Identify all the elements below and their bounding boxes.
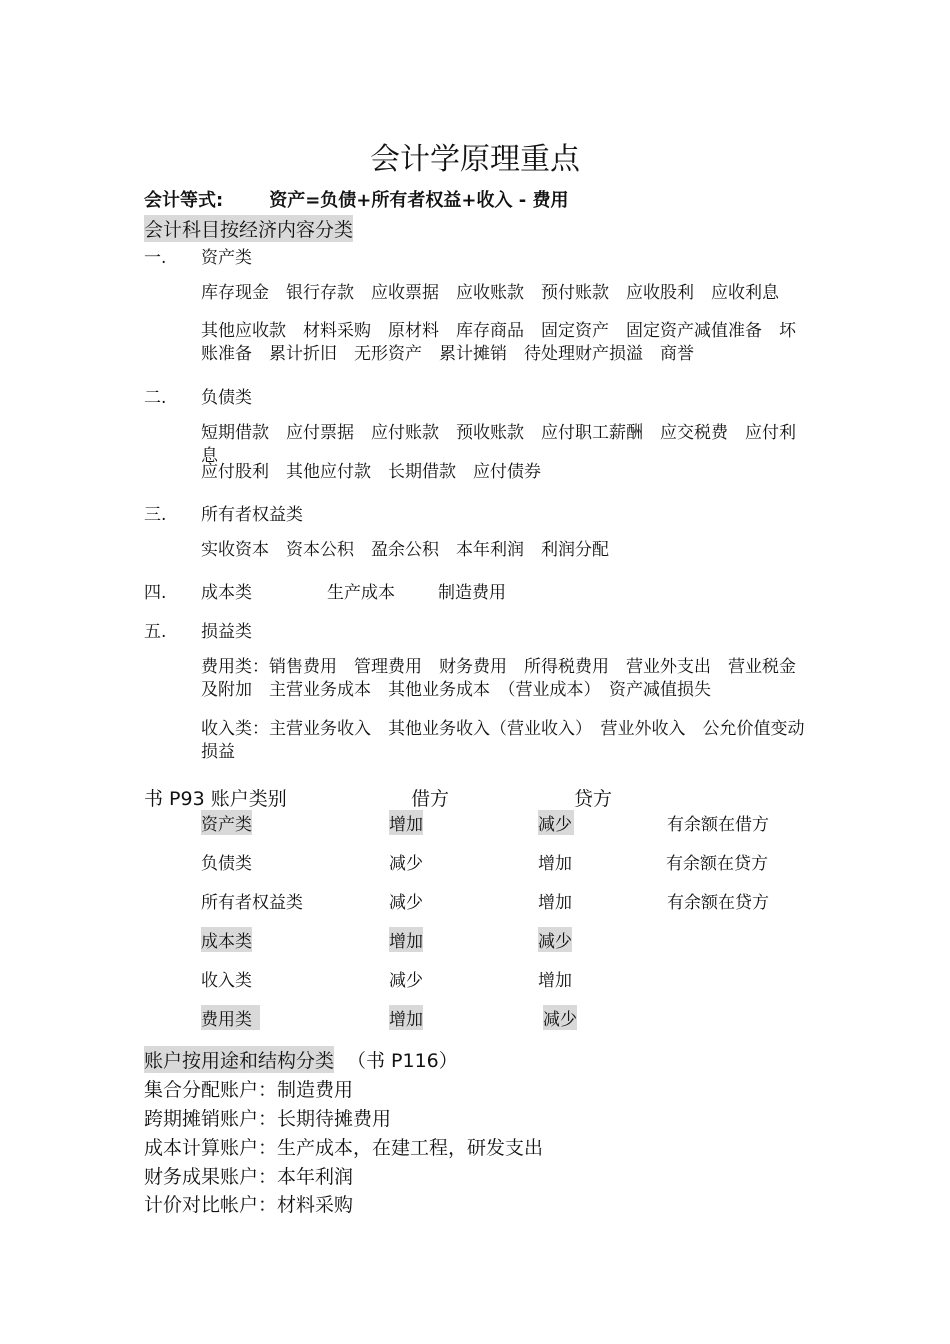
table-cell-category: 所有者权益类: [201, 893, 303, 913]
section-line: 实收资本 资本公积 盈余公积 本年利润 利润分配: [201, 540, 609, 560]
table-cell-credit: 增加: [538, 971, 572, 991]
section-line: 短期借款 应付票据 应付账款 预收账款 应付职工薪酬 应交税费 应付利息: [201, 423, 796, 466]
table-cell-category: 资产类: [201, 810, 252, 835]
section-name: 损益类: [201, 622, 252, 642]
table-cell-balance: 有余额在借方: [667, 815, 769, 835]
table-cell-debit: 减少: [389, 893, 423, 913]
table-header-category: 书 P93 账户类别: [144, 788, 287, 810]
section-item: 生产成本: [327, 583, 395, 603]
section-number: 二.: [144, 388, 167, 408]
table-cell-balance: 有余额在贷方: [666, 854, 768, 874]
table-cell-balance: 有余额在贷方: [667, 893, 769, 913]
section-line: 收入类：主营业务收入 其他业务收入（营业收入） 营业外收入 公允价值变动损益: [201, 719, 805, 762]
table-cell-credit: 增加: [538, 893, 572, 913]
table-cell-debit: 增加: [389, 810, 423, 835]
usage-item-label: 计价对比帐户：: [144, 1194, 278, 1216]
table-cell-credit: 减少: [543, 1005, 577, 1030]
table-cell-debit: 减少: [389, 971, 423, 991]
usage-item-value: 长期待摊费用: [277, 1108, 392, 1130]
usage-item-label: 跨期摊销账户：: [144, 1108, 278, 1130]
table-cell-credit: 减少: [538, 810, 574, 835]
section-number: 一.: [144, 248, 167, 268]
section-name: 资产类: [201, 248, 252, 268]
table-cell-debit: 增加: [389, 1005, 423, 1030]
table-cell-credit: 减少: [538, 927, 572, 952]
usage-item: [144, 1162, 353, 1189]
table-header-credit: 贷方: [574, 788, 613, 810]
section-line: 库存现金 银行存款 应收票据 应收账款 预付账款 应收股利 应收利息: [201, 283, 779, 303]
section-line: 费用类：销售费用 管理费用 财务费用 所得税费用 营业外支出 营业税金及附加 主营业务成本 其他业务成本 （营业成本） 资产减值损失: [201, 657, 796, 700]
page-title: 会计学原理重点: [370, 142, 580, 177]
usage-heading: 账户按用途和结构分类: [144, 1046, 334, 1073]
accounting-equation: [144, 186, 568, 212]
usage-item-value: 生产成本，在建工程，研发支出: [277, 1137, 544, 1159]
table-cell-category: 收入类: [201, 971, 252, 991]
table-cell-debit: 减少: [389, 854, 423, 874]
usage-item-value: 制造费用: [277, 1079, 354, 1101]
section-line: 应付股利 其他应付款 长期借款 应付债券: [201, 462, 541, 482]
equation-label: 会计等式:: [144, 190, 224, 211]
section-number: 五.: [144, 622, 167, 642]
usage-item-value: 材料采购: [277, 1194, 354, 1216]
usage-item-value: 本年利润: [277, 1166, 354, 1188]
usage-item-label: 财务成果账户：: [144, 1166, 278, 1188]
table-cell-category: 负债类: [201, 854, 252, 874]
section-number: 四.: [144, 583, 167, 603]
section-line: 其他应收款 材料采购 原材料 库存商品 固定资产 固定资产减值准备 坏账准备 累计折旧 无形资产 累计摊销 待处理财产损溢 商誉: [201, 321, 796, 364]
usage-item-label: 集合分配账户：: [144, 1079, 278, 1101]
classification-heading: 会计科目按经济内容分类: [144, 215, 353, 242]
usage-item: [144, 1104, 391, 1131]
usage-reference: （书 P116）: [347, 1050, 458, 1072]
usage-item-label: 成本计算账户：: [144, 1137, 278, 1159]
equation-formula: 资产=负债+所有者权益+收入 - 费用: [269, 190, 569, 211]
table-cell-debit: 增加: [389, 927, 423, 952]
section-name: 成本类: [201, 583, 252, 603]
usage-item: [144, 1190, 353, 1217]
section-name: 所有者权益类: [201, 505, 303, 525]
table-cell-category: 成本类: [201, 927, 252, 952]
usage-item: [144, 1075, 353, 1102]
table-cell-category: 费用类: [201, 1005, 260, 1030]
table-cell-credit: 增加: [538, 854, 572, 874]
table-header-debit: 借方: [411, 788, 450, 810]
section-number: 三.: [144, 505, 167, 525]
section-item: 制造费用: [438, 583, 506, 603]
section-name: 负债类: [201, 388, 252, 408]
usage-item: [144, 1133, 543, 1160]
